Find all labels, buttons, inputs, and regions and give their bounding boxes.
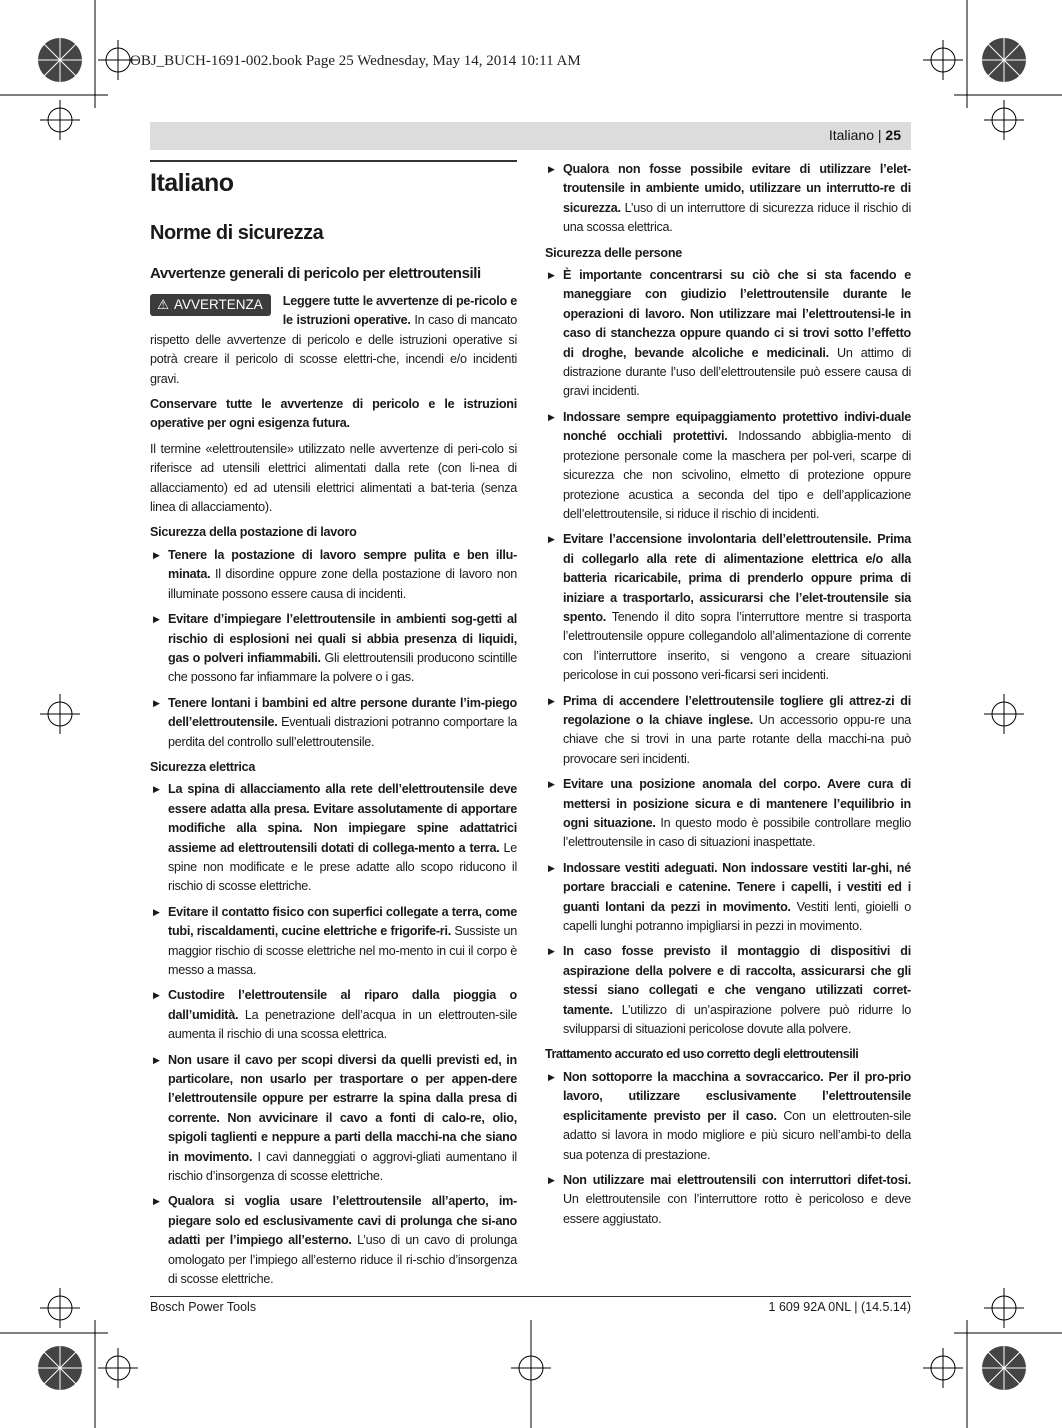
work-area-heading: Sicurezza della postazione di lavoro [150, 525, 357, 540]
keep-notice: Conservare tutte le avvertenze di pericolo e le istruzioni operative per ogni esigenza futura. [150, 397, 517, 431]
left-column [150, 160, 517, 1296]
list-item: ▶ Indossare sempre equipaggiamento protettivo indivi-duale nonché occhiali protettivi. Indossando abbiglia-mento di protezione personale come la maschera per pol-veri, scarpe di sicurezza che non scivolino, elmetto di protezione oppure protezione acustica a seconda del tipo e dell’applicazione dell’elettroutensile, si riduce il rischio di incidenti. [545, 408, 911, 524]
list-item: ▶ Non usare il cavo per scopi diversi da quelli previsti ed, in particolare, non usarlo per trasportare o per appen-dere l’elettroutensile oppure per estrarre la spina dalla presa di corrente. Non avvicinare il cavo a fonti di calo-re, olio, spigoli taglienti e neppure a parti della macchi-na che siano in movimento. I cavi danneggiati o aggrovi-gliati aumentano il rischio d’insorgenza di scosse elettriche. [150, 1051, 517, 1187]
print-slug: OBJ_BUCH-1691-002.book Page 25 Wednesday, May 14, 2014 10:11 AM [130, 53, 581, 69]
footer-rule [150, 1296, 911, 1297]
list-item: ▶ Qualora non fosse possibile evitare di utilizzare l’elet-troutensile in ambiente umido, utilizzare un interrutto-re di sicurezza. L’uso di un interruttore di sicurezza riduce il rischio di una scossa elettrica. [545, 160, 911, 238]
list-item: ▶ Non sottoporre la macchina a sovraccarico. Per il pro-prio lavoro, utilizzare esclusivamente l’elettroutensile esplicitamente previsto per il caso. Con un elettrouten-sile adatto si lavora in modo migliore e più sicuro nell’ambi-to della sua potenza di prestazione. [545, 1068, 911, 1165]
term-paragraph: Il termine «elettroutensile» utilizzato nelle avvertenze di peri-colo si riferisce ad utensili elettrici alimentati dalla rete (con li-nea di allacciamento) ed ad utensili elettrici alimentati a bat-teria (senza linea di allacciamento). [150, 441, 517, 515]
list-item: ▶ Evitare d’impiegare l’elettroutensile in ambienti sog-getti al rischio di esplosioni nei quali si abbia presenza di liquidi, gas o polveri infiammabili. Gli elettroutensili producono scintille che possono far infiammare la polvere o i gas. [150, 610, 517, 688]
list-item: ▶ Tenere la postazione di lavoro sempre pulita e ben illu-minata. Il disordine oppure zone della postazione di lavoro non illuminate possono essere causa di incidenti. [150, 546, 517, 604]
list-item: ▶ Evitare l’accensione involontaria dell’elettroutensile. Prima di collegarlo alla rete di alimentazione elettrica e/o alla batteria ricaricabile, prima di prenderlo oppure prima di iniziare a trasportarlo, assicurarsi che l’elet-troutensile sia spento. Tenendo il dito sopra l’interruttore mentre si trasporta l’elettroutensile oppure collegandolo all’alimentazione di corrente con l’interruttore inserito, si vengono a creare situazioni pericolose in cui possono veri-ficarsi seri incidenti. [545, 530, 911, 685]
list-item: ▶ Qualora si voglia usare l’elettroutensile all’aperto, im-piegare solo ed esclusivamente cavi di prolunga che si-ano adatti per l’impiego all’esterno. L’uso di un cavo di prolunga omologato per l’impiego all’esterno riduce il ri-schio d’insorgenza di scosse elettriche. [150, 1192, 517, 1289]
title-rule [150, 160, 517, 162]
header-separator: | [874, 127, 886, 143]
warning-badge: ⚠ AVVERTENZA [150, 294, 271, 316]
header-section: Italiano [828, 127, 874, 143]
list-item: ▶ La spina di allacciamento alla rete dell’elettroutensile deve essere adatta alla presa. Evitare assolutamente di apportare modifiche alla spina. Non impiegare spine adattatrici assieme ad elettroutensili dotati di collega-mento a terra. Le spine non modificate e le prese adatte allo scopo riducono il rischio di scosse elettriche. [150, 780, 517, 896]
section-title: Norme di sicurezza [150, 222, 324, 244]
list-item: ▶ È importante concentrarsi su ciò che si sta facendo e maneggiare con giudizio l’elettroutensile durante le operazioni di lavoro. Non utilizzare mai l’elettroutensi-le in caso di stanchezza oppure quando ci si trovi sotto l’effetto di droghe, bevande alcoliche e medicinali. Un attimo di distrazione durante l’uso dell’elettroutensile può essere causa di gravi incidenti. [545, 266, 911, 402]
list-item: ▶ Prima di accendere l’elettroutensile togliere gli attrez-zi di regolazione o la chiave inglese. Un accessorio oppu-re una chiave che si trovi in una parte rotante della macchi-na può provocare seri incidenti. [545, 692, 911, 770]
page-number: 25 [885, 127, 901, 143]
list-item: ▶ In caso fosse previsto il montaggio di dispositivi di aspirazione della polvere e di raccolta, assicurarsi che gli stessi siano collegati e che vengano utilizzati corret-tamente. L’utilizzo di un’aspirazione polvere può ridurre lo svilupparsi di situazioni pericolose dovute alla polvere. [545, 942, 911, 1039]
section-heading: Avvertenze generali di pericolo per elettroutensili [150, 265, 481, 282]
electrical-heading: Sicurezza elettrica [150, 759, 256, 774]
warning-text: In caso di mancato rispetto delle avvertenze di pericolo e delle istruzioni operative si potrà creare il pericolo di scosse elettri-che, incendi e/o incidenti gravi. [150, 313, 517, 386]
list-item: ▶ Evitare il contatto fisico con superfici collegate a terra, come tubi, riscaldamenti, cucine elettriche e frigorife-ri. Sussiste un maggior rischio di scosse elettriche nel mo-mento in cui il corpo è messo a massa. [150, 903, 517, 981]
right-column [545, 160, 911, 1235]
list-item: ▶ Evitare una posizione anomala del corpo. Avere cura di mettersi in posizione sicura e di mantenere l’equilibrio in ogni situazione. In questo modo è possibile controllare meglio l’elettroutensile in caso di situazioni inaspettate. [545, 775, 911, 853]
tool-use-heading: Trattamento accurato ed uso corretto degli elettroutensili [545, 1047, 859, 1062]
page-title: Italiano [150, 169, 234, 197]
list-item: ▶ Non utilizzare mai elettroutensili con interruttori difet-tosi. Un elettroutensile con l’interruttore rotto è pericoloso e deve essere aggiustato. [545, 1171, 911, 1229]
list-item: ▶ Custodire l’elettroutensile al riparo dalla pioggia o dall’umidità. La penetrazione dell’acqua in un elettrouten-sile aumenta il rischio di una scossa elettrica. [150, 986, 517, 1044]
footer-docnumber: 1 609 92A 0NL | (14.5.14) [768, 1300, 911, 1314]
warning-block [150, 292, 517, 389]
running-header [150, 122, 911, 150]
list-item: ▶ Indossare vestiti adeguati. Non indossare vestiti lar-ghi, né portare bracciali e catenine. Tenere i capelli, i vestiti ed i guanti lontani da pezzi in movimento. Vestiti lenti, gioielli o capelli lunghi potranno impigliarsi in pezzi in movimento. [545, 859, 911, 937]
personal-heading: Sicurezza delle persone [545, 245, 683, 260]
list-item: ▶ Tenere lontani i bambini ed altre persone durante l’im-piego dell’elettroutensile. Eventuali distrazioni potranno comportare la perdita del controllo sull’elettroutensile. [150, 694, 517, 752]
warning-bold: Leggere tutte le avvertenze di pe-ricolo e le istruzioni operative. [282, 294, 517, 328]
footer-publisher: Bosch Power Tools [150, 1300, 257, 1314]
warning-triangle-icon: ⚠ [156, 297, 170, 312]
